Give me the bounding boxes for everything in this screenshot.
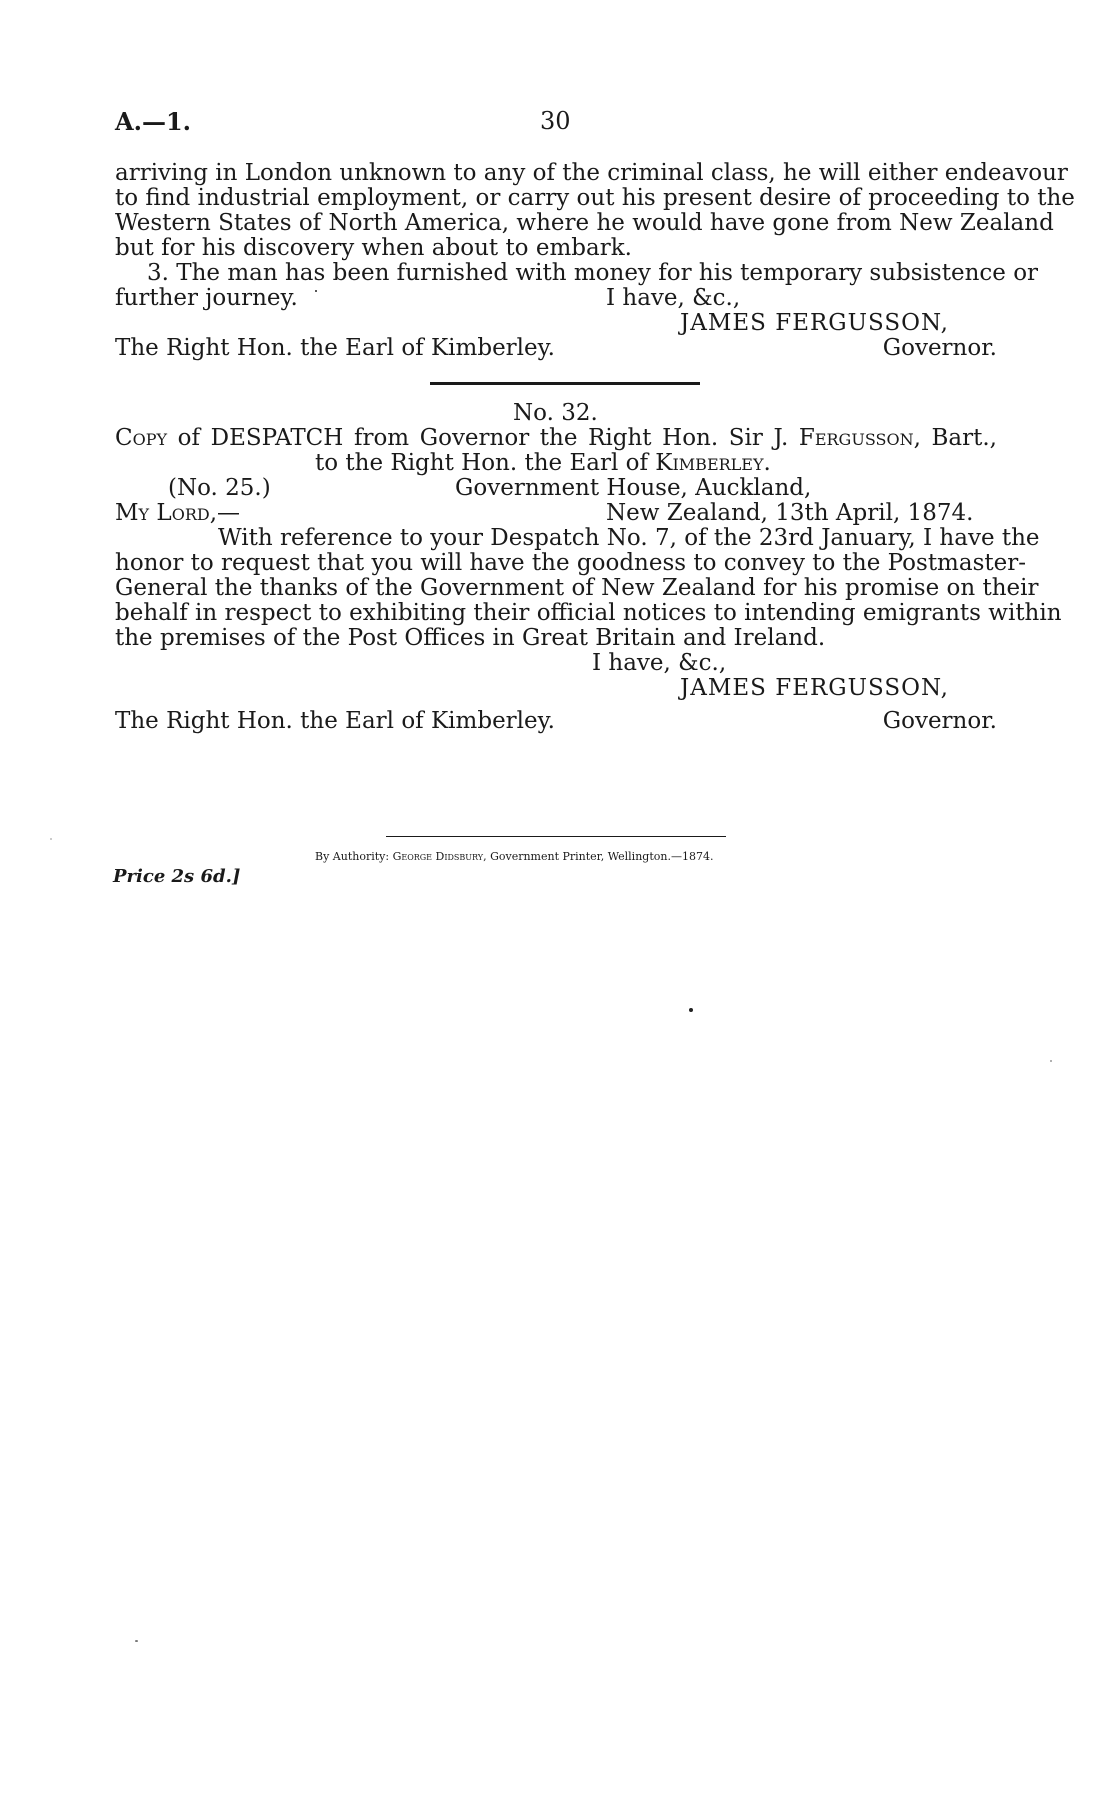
scan-speck: [135, 1640, 138, 1642]
body-line: the premises of the Post Offices in Great Britain and Ireland.: [115, 625, 826, 651]
heading-text: , Bart.,: [913, 425, 997, 451]
addressee: The Right Hon. the Earl of Kimberley.: [115, 335, 555, 361]
body-line: arriving in London unknown to any of the criminal class, he will either endeavour: [115, 160, 1068, 186]
signature: JAMES FERGUSSON,: [680, 310, 949, 336]
body-line: but for his discovery when about to embark.: [115, 235, 632, 261]
imprint-suffix: , Government Printer, Wellington.—1874.: [483, 850, 714, 863]
document-code: A.—1.: [115, 107, 192, 136]
despatch-number: No. 32.: [513, 400, 598, 426]
body-line: With reference to your Despatch No. 7, of the 23rd January, I have the: [218, 525, 1040, 551]
scan-speck: [315, 290, 317, 292]
imprint-prefix: By Authority:: [315, 850, 393, 863]
heading-copy: Copy: [115, 425, 168, 451]
salutation: My Lord,—: [115, 500, 241, 526]
body-line: Western States of North America, where he would have gone from New Zealand: [115, 210, 1054, 236]
place-line: Government House, Auckland,: [455, 475, 812, 501]
scan-speck: [50, 838, 52, 840]
price-note: Price 2s 6d.]: [113, 866, 241, 887]
heading-recipient: Kimberley: [655, 450, 764, 476]
scan-speck: [689, 1008, 693, 1012]
heading-text: of DESPATCH from Governor the Right Hon. Sir J.: [167, 425, 799, 451]
signature: JAMES FERGUSSON,: [680, 675, 949, 701]
closing-line: I have, &c.,: [592, 650, 727, 676]
addressee: The Right Hon. the Earl of Kimberley.: [115, 708, 555, 734]
despatch-heading-line: [315, 450, 771, 476]
body-line: honor to request that you will have the goodness to convey to the Postmaster-: [115, 550, 1027, 576]
signatory-title: Governor.: [882, 708, 997, 734]
heading-text: .: [763, 450, 771, 476]
heading-sender: Fergusson: [798, 425, 914, 451]
printer-imprint: [315, 850, 713, 864]
body-line: to find industrial employment, or carry out his present desire of proceeding to the: [115, 185, 1075, 211]
page-number: 30: [540, 107, 571, 135]
closing-line: I have, &c.,: [606, 285, 741, 311]
body-line: General the thanks of the Government of New Zealand for his promise on their: [115, 575, 1039, 601]
paragraph-3-line: further journey.: [115, 285, 298, 311]
imprint-printer: George Didsbury: [392, 850, 484, 863]
date-line: New Zealand, 13th April, 1874.: [606, 500, 974, 526]
scan-speck: [1050, 1060, 1052, 1062]
body-line: behalf in respect to exhibiting their official notices to intending emigrants within: [115, 600, 1062, 626]
section-divider: [430, 382, 700, 385]
reference-number: (No. 25.): [168, 475, 271, 501]
despatch-heading-line: [115, 425, 997, 451]
paragraph-3-line: 3. The man has been furnished with money for his temporary subsistence or: [147, 260, 1039, 286]
signatory-title: Governor.: [882, 335, 997, 361]
imprint-rule: [386, 836, 726, 837]
heading-text: to the Right Hon. the Earl of: [315, 450, 656, 476]
